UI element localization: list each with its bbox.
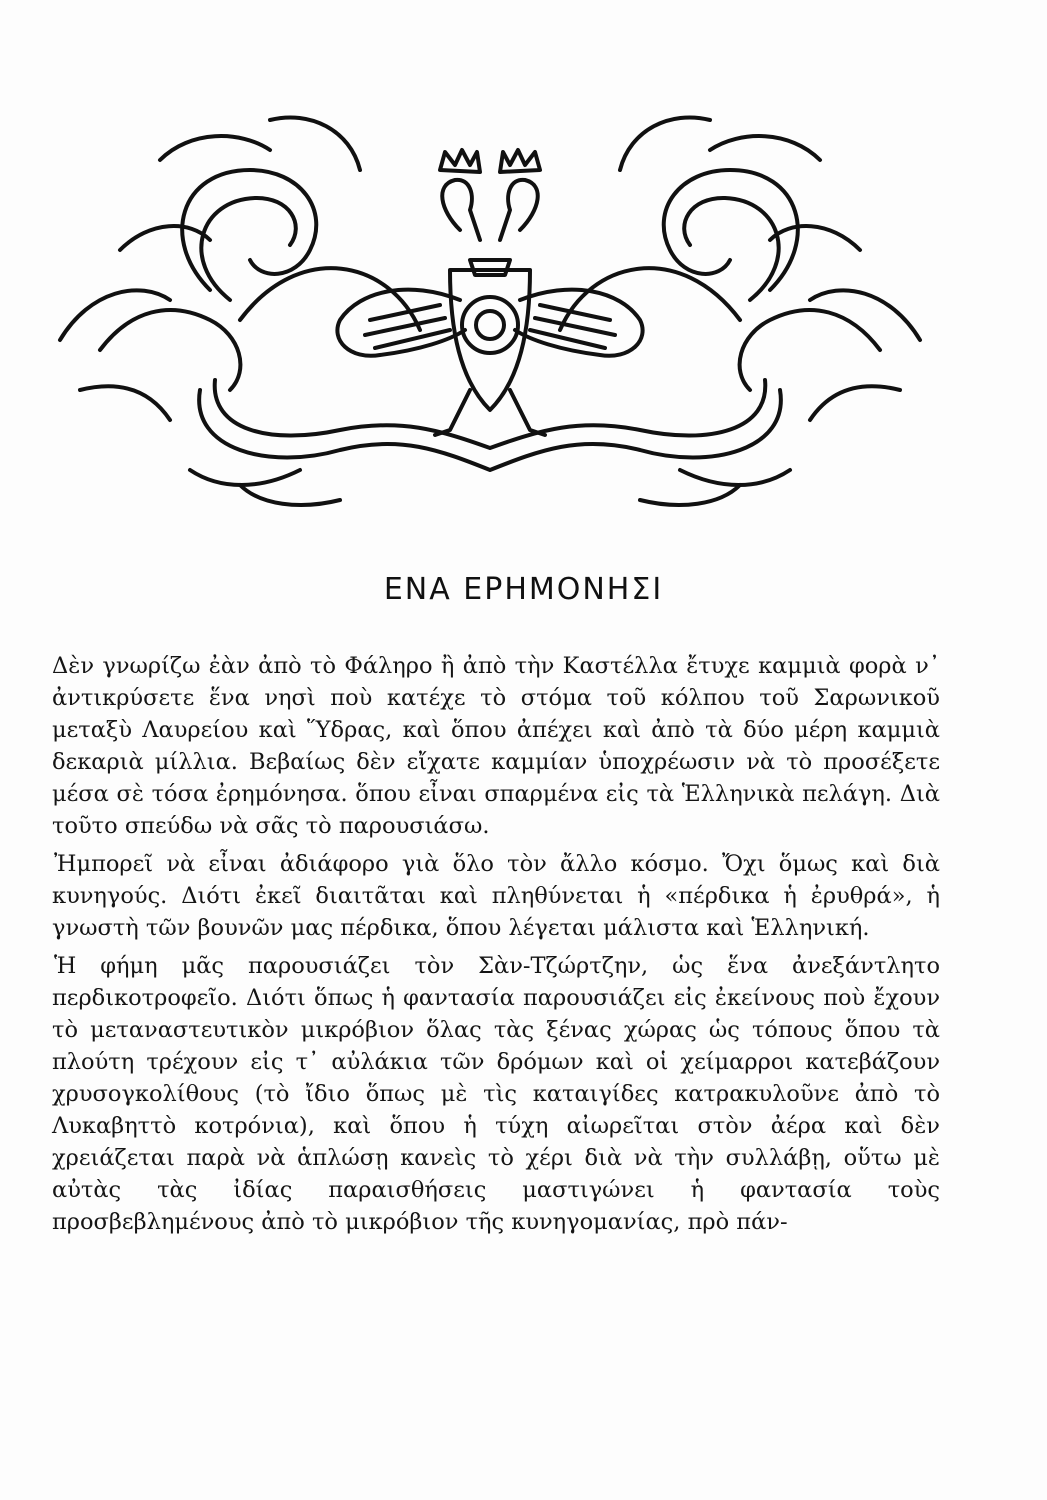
paragraph-3: Ἡ φήμη μᾶς παρουσιάζει τὸν Σὰν-Τζώρτζην, ὡς ἕνα ἀνεξάντλητο περδικοτροφεῖο. Διότι ὅπως ἡ φαντασία παρουσιάζει εἰς ἐκείνους ποὺ ἔχουν τὸ μεταναστευτικὸν μικρόβιον ὅλας τὰς ξένας χώρας ὡς τόπους ὅπου τὰ πλούτη τρέχουν εἰς τ᾽ αὐλάκια τῶν δρόμων καὶ οἱ χείμαρροι κατεβάζουν χρυσογκολίθους (τὸ ἴδιο ὅπως μὲ τὶς καταιγίδες κατρακυλοῦνε ἀπὸ τὸ Λυκαβηττὸ κοτρόνια), καὶ ὅπου ἡ τύχη αἰωρεῖται στὸν ἀέρα καὶ δὲν χρειάζεται παρὰ νὰ ἁπλώσῃ κανεὶς τὸ χέρι διὰ νὰ τὴν συλλάβῃ, οὕτω μὲ αὐτὰς τὰς ἰδίας παραισθήσεις μαστιγώνει ἡ φαντασία τοὺς προσβεβλημένους ἀπὸ τὸ μικρόβιον τῆς κυνηγομανίας, πρὸ πάν-	[52, 953, 940, 1235]
paragraph-2: Ἠμπορεῖ νὰ εἶναι ἀδιάφορο γιὰ ὅλο τὸν ἄλλο κόσμο. Ὄχι ὅμως καὶ διὰ κυνηγούς. Διότι ἐκεῖ διαιτᾶται καὶ πληθύνεται ἡ «πέρδικα ἡ ἐρυθρά», ἡ γνωστὴ τῶν βουνῶν μας πέρδικα, ὅπου λέγεται μάλιστα καὶ Ἑλληνική.	[52, 851, 940, 941]
chapter-title: ΕΝΑ ΕΡΗΜΟΝΗΣΙ	[383, 572, 664, 607]
chapter-body	[52, 650, 940, 1244]
paragraph-1: Δὲν γνωρίζω ἐὰν ἀπὸ τὸ Φάληρο ἢ ἀπὸ τὴν Καστέλλα ἔτυχε καμμιὰ φορὰ ν᾽ ἀντικρύσετε ἕνα νησὶ ποὺ κατέχε τὸ στόμα τοῦ κόλπου τοῦ Σαρωνικοῦ μεταξὺ Λαυρείου καὶ Ὕδρας, καὶ ὅπου ἀπέχει καὶ ἀπὸ τὰ δύο μέρη καμμιὰ δεκαριὰ μίλλια. Βεβαίως δὲν εἴχατε καμμίαν ὑποχρέωσιν νὰ τὸ προσέξετε μέσα σὲ τόσα ἐρημόνησα. ὅπου εἶναι σπαρμένα εἰς τὰ Ἑλληνικὰ πελάγη. Διὰ τοῦτο σπεύδω νὰ σᾶς τὸ παρουσιάσω.	[52, 653, 940, 839]
double-headed-eagle-ornament-icon	[40, 90, 940, 520]
